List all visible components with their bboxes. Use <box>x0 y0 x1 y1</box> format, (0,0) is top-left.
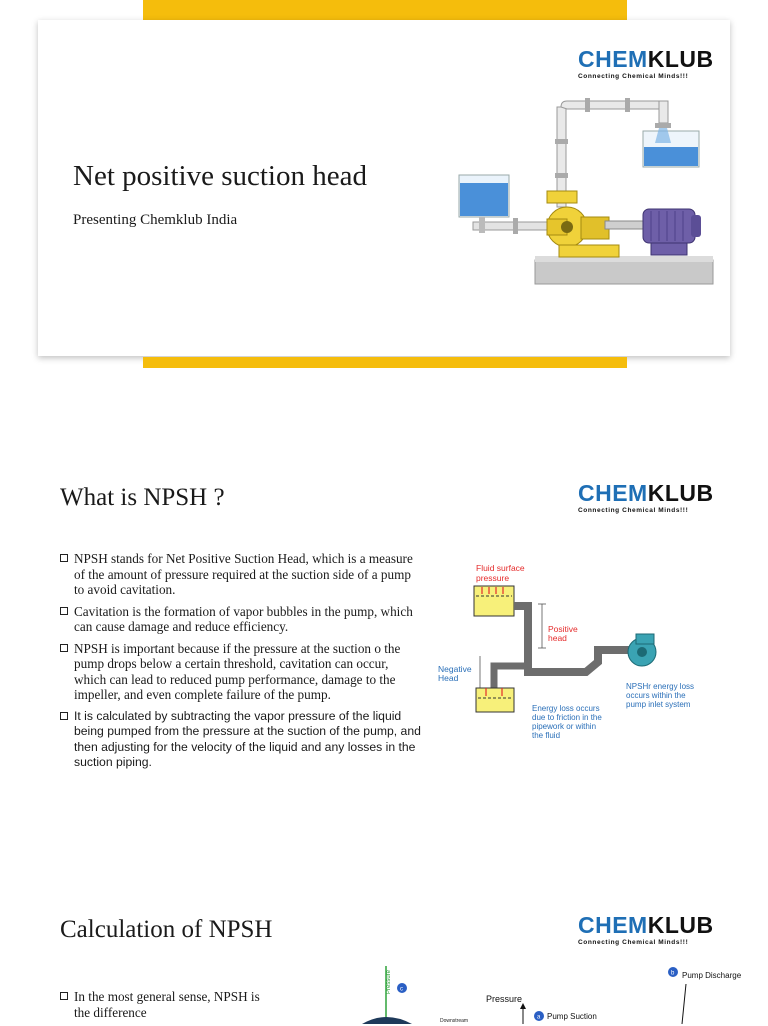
slide1-top-accent-bar <box>143 0 627 20</box>
energy-loss-label-2: due to friction in the <box>532 713 602 722</box>
npshr-label-3: pump inlet system <box>626 700 691 709</box>
svg-text:a: a <box>537 1014 541 1021</box>
bullet-3: NPSH is important because if the pressure at the suction o the pump drops below a certain threshold, cavitation can occur, which can lead to reduced pump performance, damage to the impeller, and even complete failure of the pump. <box>60 641 422 703</box>
slide3-bullet-list <box>60 989 270 1026</box>
chemklub-logo-2: CHEMKLUB Connecting Chemical Minds!!! <box>578 480 714 514</box>
negative-head-label-2: Head <box>438 673 459 683</box>
npshr-label-2: occurs within the <box>626 691 686 700</box>
fluid-surface-label-2: pressure <box>476 573 510 583</box>
pressure-label: Pressure <box>486 994 523 1004</box>
positive-head-label-1: Positive <box>548 624 578 634</box>
chemklub-logo-3: CHEMKLUB Connecting Chemical Minds!!! <box>578 912 714 946</box>
slide3-bullet-1: In the most general sense, NPSH is the difference <box>60 989 270 1020</box>
slide2-title: What is NPSH ? <box>60 484 225 511</box>
energy-loss-label-4: the fluid <box>532 731 561 740</box>
svg-text:c: c <box>400 986 403 993</box>
slide1-subtitle: Presenting Chemklub India <box>73 212 238 228</box>
energy-loss-label-3: pipework or within <box>532 722 597 731</box>
downstream-label: Downstream <box>440 1018 469 1024</box>
bullet-4: It is calculated by subtracting the vapor pressure of the liquid being pumped from the pressure at the suction of the pump, and then adjusting for the velocity of the liquid and any losses in the suction piping. <box>60 709 422 771</box>
pump-discharge-label: Pump Discharge <box>682 971 742 980</box>
slide2-bullet-list <box>60 551 422 777</box>
energy-loss-label-1: Energy loss occurs <box>532 704 600 713</box>
axis-pressure-label: Pressure <box>386 969 392 994</box>
bullet-1: NPSH stands for Net Positive Suction Head, which is a measure of the amount of pressure required at the suction side of a pump to avoid cavitation. <box>60 551 422 598</box>
fluid-surface-label-1: Fluid surface <box>476 563 525 573</box>
pump-suction-label: Pump Suction <box>547 1012 597 1021</box>
bullet-2: Cavitation is the formation of vapor bubbles in the pump, which can cause damage and reduce efficiency. <box>60 604 422 635</box>
slide1-bottom-accent-bar <box>143 357 627 368</box>
svg-text:b: b <box>671 970 675 977</box>
npsh-calculation-diagram <box>356 962 760 1024</box>
positive-head-label-2: head <box>548 633 567 643</box>
npshr-label-1: NPSHr energy loss <box>626 682 695 691</box>
chemklub-logo: CHEMKLUB Connecting Chemical Minds!!! <box>578 46 714 80</box>
slide3-title: Calculation of NPSH <box>60 916 273 943</box>
slide1-title: Net positive suction head <box>73 160 367 192</box>
negative-head-label-1: Negative <box>438 664 472 674</box>
pump-system-illustration <box>455 95 717 287</box>
npsh-diagram <box>436 562 706 758</box>
